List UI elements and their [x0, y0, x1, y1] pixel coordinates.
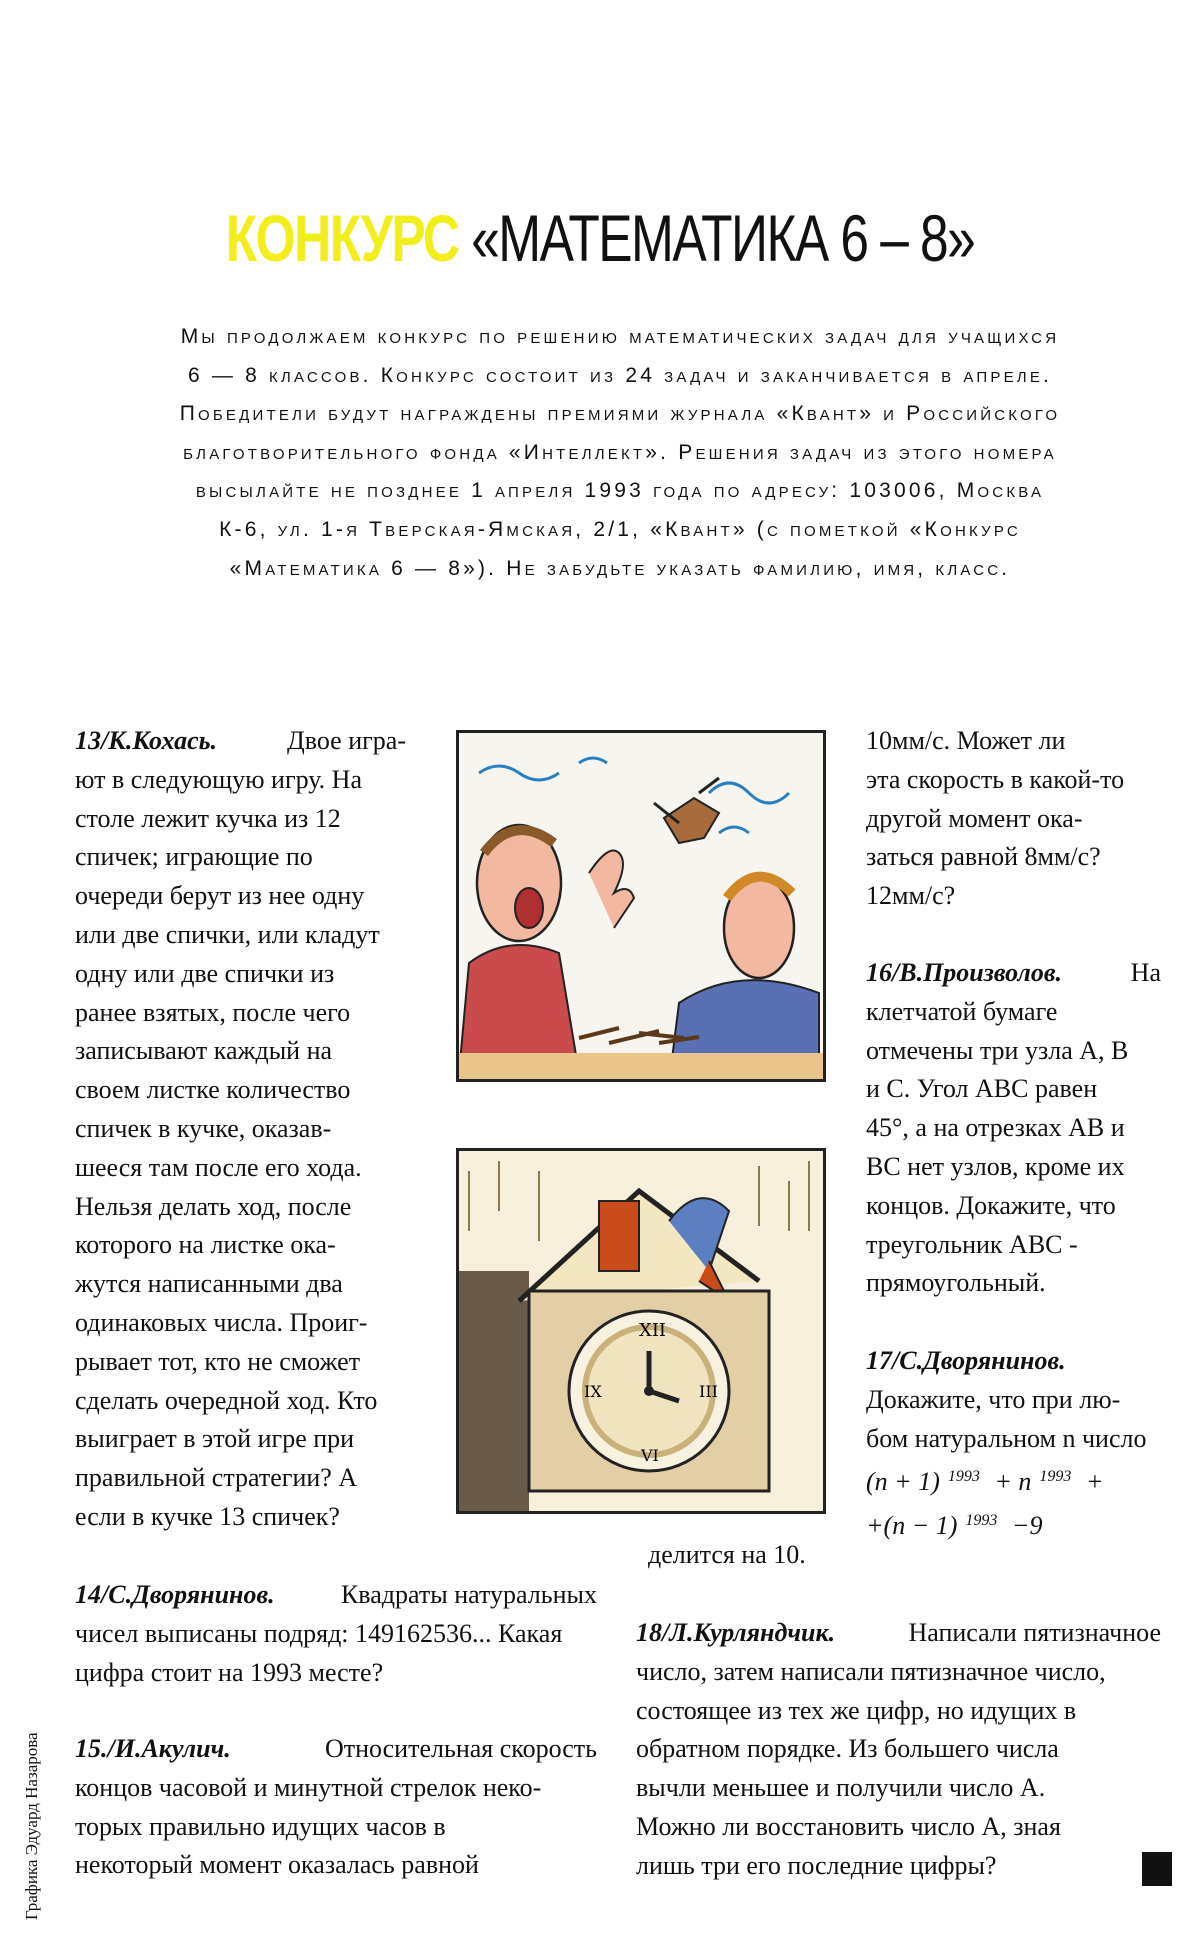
formula-line-2: +(n − 1) $^{1993}$ −9: [866, 1511, 1043, 1541]
intro-line: 6 — 8 классов. Конкурс состоит из 24 задач и заканчивается в апреле.: [187, 363, 1053, 387]
problem-16: [866, 954, 1161, 1303]
text-line: обратном порядке. Из большего числа: [636, 1734, 1059, 1764]
problem-14: [75, 1576, 597, 1692]
intro-text: [110, 318, 1130, 588]
text-line: ВС нет узлов, кроме их: [866, 1151, 1125, 1181]
text-line: прямоугольный.: [866, 1268, 1046, 1298]
text-line: рывает тот, кто не сможет: [75, 1346, 361, 1376]
text-line: торых правильно идущих часов в: [75, 1811, 446, 1841]
problem-13-head: 13/К.Кохась.: [75, 726, 218, 755]
intro-line: «Математика 6 — 8»). Не забудьте указать фамилию, имя, класс.: [229, 556, 1011, 580]
problem-14-head: 14/С.Дворянинов.: [75, 1580, 275, 1609]
text-line: некоторый момент оказалась равной: [75, 1850, 479, 1880]
text-line: ранее взятых, после чего: [75, 997, 351, 1027]
text-line: цифра стоит на 1993 месте?: [75, 1657, 384, 1687]
credit-text: Графика Эдуард Назарова: [22, 1732, 41, 1920]
intro-line: высылайте не позднее 1 апреля 1993 года по адресу: 103006, Москва: [195, 479, 1045, 503]
formula-line-1: (n + 1) $^{1993}$ + n $^{1993}$ +: [866, 1467, 1104, 1497]
problem-15-continuation: [866, 722, 1161, 916]
problem-16-head: 16/В.Произволов.: [866, 958, 1062, 987]
intro-line: К-6, ул. 1-я Тверская-Ямская, 2/1, «Квант» (с пометкой «Конкурс: [219, 517, 1021, 541]
text-line: Квадраты натуральных: [340, 1580, 597, 1609]
text-line: отмечены три узла А, В: [866, 1035, 1129, 1065]
problem-18: [636, 1614, 1161, 1886]
page-title: [132, 200, 1068, 276]
text-line: концов. Докажите, что: [866, 1190, 1116, 1220]
text-line: Нельзя делать ход, после: [75, 1191, 352, 1221]
text-line: 10мм/с. Может ли: [866, 726, 1066, 755]
text-line: Можно ли восстановить число А, зная: [636, 1811, 1061, 1841]
text-line: и С. Угол ABC равен: [866, 1074, 1098, 1104]
text-line: сделать очередной ход. Кто: [75, 1385, 378, 1415]
title-rest: «МАТЕМАТИКА 6 – 8»: [471, 201, 975, 275]
text-line: правильной стратегии? А: [75, 1463, 358, 1493]
text-line: число, затем написали пятизначное число,: [636, 1656, 1106, 1686]
text-line: концов часовой и минутной стрелок неко-: [75, 1772, 542, 1802]
svg-text:III: III: [699, 1382, 718, 1401]
text-line: столе лежит кучка из 12: [75, 803, 341, 833]
text-line: если в кучке 13 спичек?: [75, 1501, 340, 1531]
text-line: ют в следующую игру. На: [75, 764, 362, 794]
intro-line: Победители будут награждены премиями журнала «Квант» и Российского: [179, 402, 1061, 426]
problem-17: [866, 1342, 1161, 1546]
text-line: спичек; играющие по: [75, 842, 313, 872]
text-line: очереди берут из нее одну: [75, 881, 365, 911]
text-line: Написали пятизначное: [908, 1618, 1161, 1647]
intro-line: благотворительного фонда «Интеллект». Решения задач из этого номера: [183, 440, 1057, 464]
text-line: клетчатой бумаге: [866, 996, 1058, 1026]
page-corner-mark: [1142, 1852, 1172, 1886]
text-line: чисел выписаны подряд: 149162536... Какая: [75, 1618, 563, 1648]
text-line: 45°, а на отрезках АВ и: [866, 1113, 1125, 1143]
text-line: спичек в кучке, оказав-: [75, 1113, 332, 1143]
text-line: которого на листке ока-: [75, 1230, 336, 1260]
text-line: состоящее из тех же цифр, но идущих в: [636, 1695, 1077, 1725]
text-line: Докажите, что при лю-: [866, 1384, 1121, 1414]
problem-17-tail: делится на 10.: [648, 1540, 806, 1569]
text-line: Двое игра-: [287, 726, 406, 755]
title-highlight: КОНКУРС: [225, 201, 459, 275]
svg-text:VI: VI: [641, 1446, 659, 1465]
intro-line: Мы продолжаем конкурс по решению математических задач для учащихся: [180, 325, 1060, 348]
text-line: одну или две спички из: [75, 958, 335, 988]
text-line: вычли меньшее и получили число А.: [636, 1773, 1046, 1803]
problem-13: [75, 722, 406, 1537]
matches-game-illustration: [456, 730, 826, 1082]
problem-15-head: 15./И.Акулич.: [75, 1734, 231, 1763]
cuckoo-clock-illustration: [456, 1148, 826, 1514]
text-line: бом натуральном n число: [866, 1423, 1147, 1453]
text-line: 12мм/с?: [866, 881, 956, 911]
text-line: или две спички, или кладут: [75, 919, 380, 949]
text-line: выиграет в этой игре при: [75, 1424, 355, 1454]
text-line: эта скорость в какой-то: [866, 764, 1125, 794]
problem-15: [75, 1730, 597, 1885]
text-line: своем листке количество: [75, 1075, 351, 1105]
svg-text:XII: XII: [639, 1320, 667, 1341]
text-line: шееся там после его хода.: [75, 1152, 362, 1182]
text-line: лишь три его последние цифры?: [636, 1850, 997, 1880]
text-line: треугольник ABC -: [866, 1229, 1078, 1259]
text-line: заться равной 8мм/с?: [866, 842, 1101, 872]
text-line: одинаковых числа. Проиг-: [75, 1307, 368, 1337]
text-line: жутся написанными два: [75, 1269, 343, 1299]
problem-17-head: 17/С.Дворянинов.: [866, 1346, 1066, 1375]
svg-text:IX: IX: [584, 1382, 602, 1401]
text-line: другой момент ока-: [866, 803, 1083, 833]
text-line: Относительная скорость: [324, 1734, 597, 1763]
illustration-credit: [22, 1660, 52, 1920]
text-line: На: [1130, 958, 1161, 987]
problem-18-head: 18/Л.Курляндчик.: [636, 1618, 836, 1647]
text-line: записывают каждый на: [75, 1036, 333, 1066]
